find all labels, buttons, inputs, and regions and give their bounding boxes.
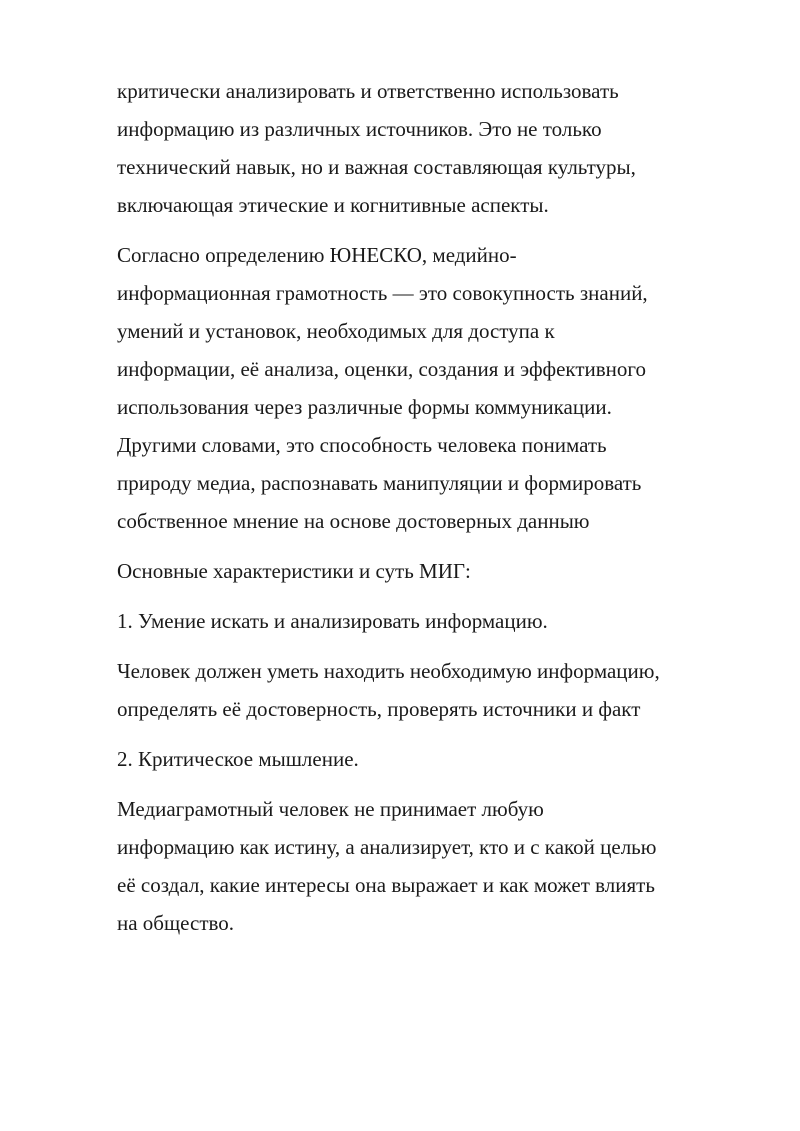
text-line: информационная грамотность — это совокупность знаний, xyxy=(117,281,648,305)
paragraph-unesco-definition xyxy=(117,236,757,540)
text-line: природу медиа, распознавать манипуляции и формировать xyxy=(117,471,642,495)
list-item-heading-2 xyxy=(117,740,757,778)
text-line: критически анализировать и ответственно использовать xyxy=(117,79,619,103)
section-heading-characteristics xyxy=(117,552,757,590)
text-line: включающая этические и когнитивные аспекты. xyxy=(117,193,549,217)
paragraph-spacer xyxy=(117,640,757,652)
text-line: определять её достоверность, проверять источники и факт xyxy=(117,697,641,721)
text-line: информацию из различных источников. Это не только xyxy=(117,117,602,141)
text-line: Человек должен уметь находить необходимую информацию, xyxy=(117,659,660,683)
text-line: 2. Критическое мышление. xyxy=(117,747,359,771)
text-line: Основные характеристики и суть МИГ: xyxy=(117,559,471,583)
text-line: Медиаграмотный человек не принимает любую xyxy=(117,797,544,821)
text-line: её создал, какие интересы она выражает и как может влиять xyxy=(117,873,655,897)
text-line: Другими словами, это способность человека понимать xyxy=(117,433,607,457)
text-line: 1. Умение искать и анализировать информацию. xyxy=(117,609,548,633)
paragraph-spacer xyxy=(117,540,757,552)
text-line: информации, её анализа, оценки, создания и эффективного xyxy=(117,357,646,381)
paragraph-spacer xyxy=(117,778,757,790)
text-line: использования через различные формы коммуникации. xyxy=(117,395,612,419)
text-line: умений и установок, необходимых для доступа к xyxy=(117,319,555,343)
text-line: на общество. xyxy=(117,911,235,935)
list-item-body-2 xyxy=(117,790,757,942)
paragraph-spacer xyxy=(117,224,757,236)
paragraph-spacer xyxy=(117,590,757,602)
text-line: Согласно определению ЮНЕСКО, медийно- xyxy=(117,243,517,267)
list-item-heading-1 xyxy=(117,602,757,640)
text-line: собственное мнение на основе достоверных данныю xyxy=(117,509,590,533)
document-body xyxy=(117,72,757,942)
paragraph-spacer xyxy=(117,728,757,740)
paragraph-intro-continuation xyxy=(117,72,757,224)
text-line: технический навык, но и важная составляющая культуры, xyxy=(117,155,636,179)
list-item-body-1 xyxy=(117,652,757,728)
text-line: информацию как истину, а анализирует, кто и с какой целью xyxy=(117,835,657,859)
